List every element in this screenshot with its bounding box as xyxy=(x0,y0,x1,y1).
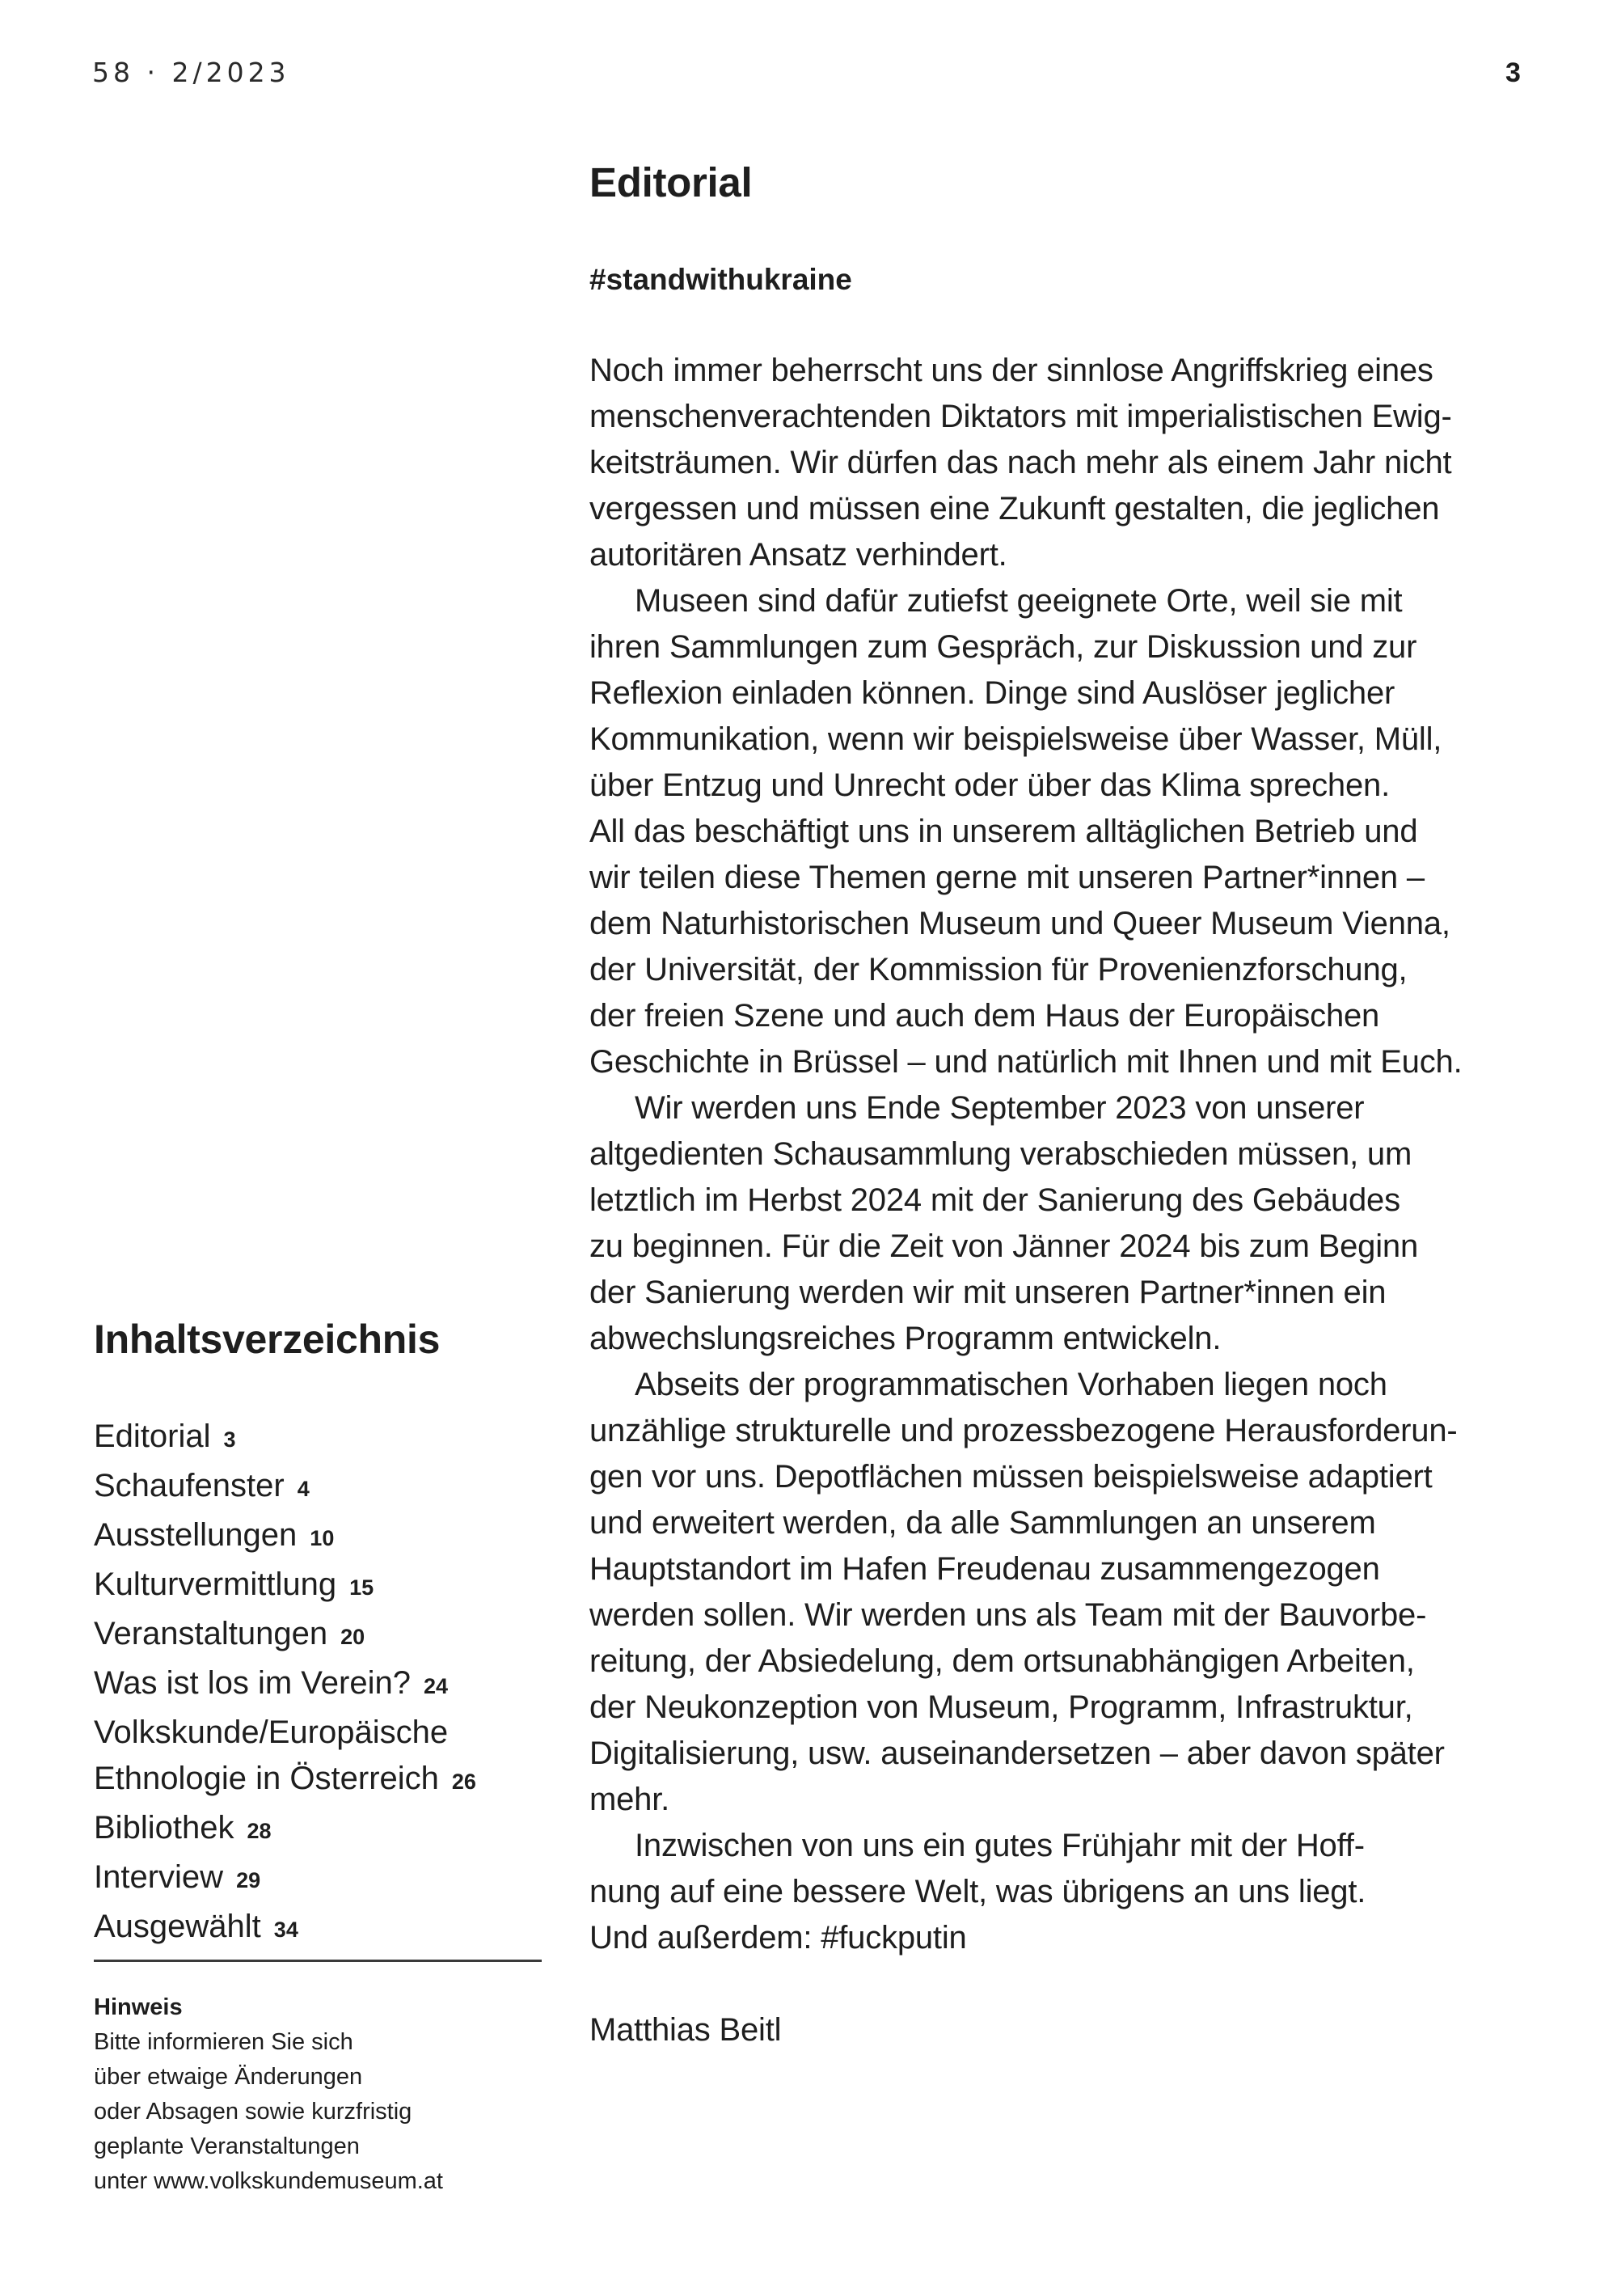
body-line: ihren Sammlungen zum Gespräch, zur Diskussion und zur xyxy=(589,629,1417,665)
notice-line: oder Absagen sowie kurzfristig xyxy=(94,2099,412,2125)
divider xyxy=(94,1960,542,1962)
notice-box xyxy=(94,1990,547,2199)
paragraph xyxy=(589,1362,1543,1823)
body-line: Kommunikation, wenn wir beispielsweise über Wasser, Müll, xyxy=(589,721,1442,757)
body-line: über Entzug und Unrecht oder über das Klima sprechen. xyxy=(589,767,1390,803)
body-line: Wir werden uns Ende September 2023 von unserer xyxy=(635,1090,1365,1126)
body-line: Geschichte in Brüssel – und natürlich mit Ihnen und mit Euch. xyxy=(589,1044,1463,1080)
toc-item-interview[interactable] xyxy=(94,1854,547,1904)
toc-item-page: 15 xyxy=(349,1575,374,1600)
toc-item-page: 28 xyxy=(247,1819,272,1843)
toc-item-page: 29 xyxy=(236,1868,261,1892)
body-line: der freien Szene und auch dem Haus der Europäischen xyxy=(589,998,1380,1034)
body-line: der Sanierung werden wir mit unseren Partner*innen ein xyxy=(589,1275,1387,1310)
editorial-body xyxy=(589,348,1543,2053)
body-line: der Neukonzeption von Museum, Programm, Infrastruktur, xyxy=(589,1689,1413,1725)
body-line: keitsträumen. Wir dürfen das nach mehr als einem Jahr nicht xyxy=(589,445,1452,480)
toc-item-verein[interactable] xyxy=(94,1660,547,1710)
body-line: Noch immer beherrscht uns der sinnlose Angriffskrieg eines xyxy=(589,353,1433,388)
body-line: zu beginnen. Für die Zeit von Jänner 2024 bis zum Beginn xyxy=(589,1228,1418,1264)
paragraph xyxy=(589,1085,1543,1362)
toc-item-label: Ausstellungen xyxy=(94,1517,298,1553)
toc-item-veranstaltungen[interactable] xyxy=(94,1611,547,1660)
body-line: gen vor uns. Depotflächen müssen beispielsweise adaptiert xyxy=(589,1459,1433,1495)
toc-item-page: 3 xyxy=(223,1427,236,1452)
toc-item-editorial[interactable] xyxy=(94,1414,547,1463)
author-signature: Matthias Beitl xyxy=(589,2012,782,2048)
toc-item-schaufenster[interactable] xyxy=(94,1463,547,1512)
toc-item-label: Bibliothek xyxy=(94,1810,234,1846)
toc-title: Inhaltsverzeichnis xyxy=(94,1317,441,1362)
body-line: mehr. xyxy=(589,1782,670,1817)
toc-item-label: Volkskunde/Europäische xyxy=(94,1715,449,1750)
editorial-subtitle: #standwithukraine xyxy=(589,263,852,296)
body-line: Reflexion einladen können. Dinge sind Auslöser jeglicher xyxy=(589,675,1395,711)
body-line: der Universität, der Kommission für Provenienzforschung, xyxy=(589,952,1408,987)
body-line: menschenverachtenden Diktators mit imperialistischen Ewig- xyxy=(589,399,1452,434)
body-line: dem Naturhistorischen Museum und Queer Museum Vienna, xyxy=(589,906,1450,941)
editorial-title: Editorial xyxy=(589,159,753,205)
body-line: reitung, der Absiedelung, dem ortsunabhängigen Arbeiten, xyxy=(589,1643,1415,1679)
toc-item-label: Interview xyxy=(94,1859,224,1895)
body-line: altgedienten Schausammlung verabschieden müssen, um xyxy=(589,1136,1412,1172)
body-line: werden sollen. Wir werden uns als Team mit der Bauvorbe- xyxy=(589,1597,1427,1633)
body-line: Museen sind dafür zutiefst geeignete Orte, weil sie mit xyxy=(635,583,1403,619)
body-line: Inzwischen von uns ein gutes Frühjahr mit der Hoff- xyxy=(635,1828,1365,1863)
body-line: wir teilen diese Themen gerne mit unseren Partner*innen – xyxy=(589,860,1425,895)
toc-item-kulturvermittlung[interactable] xyxy=(94,1562,547,1611)
toc-item-page: 20 xyxy=(340,1625,365,1649)
body-line: Hauptstandort im Hafen Freudenau zusammengezogen xyxy=(589,1551,1380,1587)
notice-line: über etwaige Änderungen xyxy=(94,2064,363,2090)
body-line: abwechslungsreiches Programm entwickeln. xyxy=(589,1321,1222,1356)
spacer xyxy=(589,1961,1543,2007)
body-line: All das beschäftigt uns in unserem alltäglichen Betrieb und xyxy=(589,814,1418,849)
toc-item-volkskunde[interactable] xyxy=(94,1710,547,1805)
toc-item-label: Veranstaltungen xyxy=(94,1616,328,1651)
body-line: letztlich im Herbst 2024 mit der Sanierung des Gebäudes xyxy=(589,1182,1400,1218)
toc-item-ausstellungen[interactable] xyxy=(94,1512,547,1562)
paragraph xyxy=(589,1823,1543,1961)
notice-website-line: unter www.volkskundemuseum.at xyxy=(94,2168,443,2194)
paragraph xyxy=(589,348,1543,578)
toc-item-label: Was ist los im Verein? xyxy=(94,1665,411,1701)
toc-item-label: Ethnologie in Österreich xyxy=(94,1761,439,1796)
body-line: und erweitert werden, da alle Sammlungen an unserem xyxy=(589,1505,1376,1541)
paragraph xyxy=(589,578,1543,1085)
toc-item-label: Ausgewählt xyxy=(94,1909,261,1944)
toc-item-page: 26 xyxy=(451,1770,476,1794)
notice-line: geplante Veranstaltungen xyxy=(94,2133,360,2159)
body-line: Und außerdem: #fuckputin xyxy=(589,1920,967,1956)
toc-item-ausgewaehlt[interactable] xyxy=(94,1904,547,1953)
toc-item-label: Editorial xyxy=(94,1419,211,1454)
toc-item-page: 34 xyxy=(273,1918,298,1942)
toc-item-page: 10 xyxy=(310,1526,335,1550)
toc-item-page: 24 xyxy=(423,1674,449,1698)
toc-item-label: Kulturvermittlung xyxy=(94,1567,337,1602)
body-line: vergessen und müssen eine Zukunft gestalten, die jeglichen xyxy=(589,491,1440,526)
body-line: nung auf eine bessere Welt, was übrigens an uns liegt. xyxy=(589,1874,1366,1909)
page-number: 3 xyxy=(1505,57,1521,88)
body-line: Digitalisierung, usw. auseinandersetzen – aber davon später xyxy=(589,1736,1445,1771)
notice-line: Bitte informieren Sie sich xyxy=(94,2029,353,2055)
toc-item-bibliothek[interactable] xyxy=(94,1805,547,1854)
notice-title: Hinweis xyxy=(94,1994,183,2020)
issue-label: 58 · 2/2023 xyxy=(92,57,290,88)
body-line: unzählige strukturelle und prozessbezogene Herausforderun- xyxy=(589,1413,1458,1448)
body-line: autoritären Ansatz verhindert. xyxy=(589,537,1007,573)
toc-list xyxy=(94,1414,547,1953)
body-line: Abseits der programmatischen Vorhaben liegen noch xyxy=(635,1367,1387,1402)
toc-item-label: Schaufenster xyxy=(94,1468,285,1503)
toc-item-page: 4 xyxy=(297,1477,310,1501)
